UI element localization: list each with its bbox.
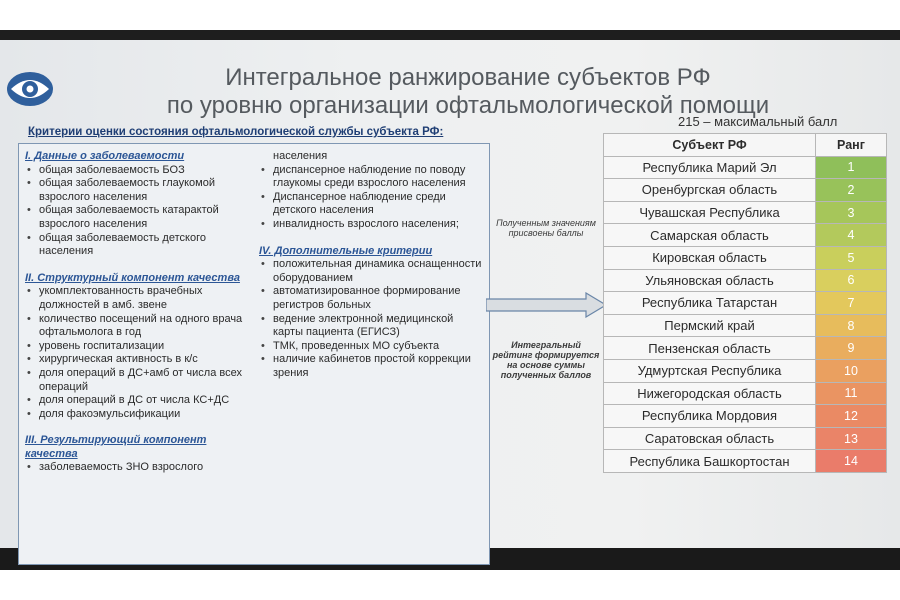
subject-name-cell: Самарская область	[604, 224, 816, 247]
criteria-heading: Критерии оценки состояния офтальмологической службы субъекта РФ:	[28, 126, 444, 138]
continuation-text: населения	[273, 150, 328, 162]
table-row	[604, 427, 887, 450]
list-item: • общая заболеваемость катарактой взрослого населения	[25, 204, 255, 231]
criteria-column-left	[25, 150, 255, 475]
table-row	[604, 201, 887, 224]
section-title-resulting: III. Результирующий компонент качества	[25, 434, 207, 460]
subject-name-cell: Ульяновская область	[604, 269, 816, 292]
rank-cell: 9	[816, 337, 887, 360]
section-list-continuation	[259, 164, 483, 232]
rank-cell: 5	[816, 246, 887, 269]
rank-cell: 12	[816, 405, 887, 428]
table-row	[604, 382, 887, 405]
rank-cell: 3	[816, 201, 887, 224]
subject-name-cell: Кировская область	[604, 246, 816, 269]
list-item: • положительная динамика оснащенности оборудованием	[259, 258, 483, 285]
table-row	[604, 246, 887, 269]
arrow-note-top: Полученным значениям присвоены баллы	[496, 218, 596, 238]
subject-name-cell: Чувашская Республика	[604, 201, 816, 224]
presentation-slide	[0, 40, 900, 548]
table-row	[604, 359, 887, 382]
table-row	[604, 156, 887, 179]
section-list-morbidity	[25, 164, 255, 259]
rank-cell: 4	[816, 224, 887, 247]
table-row	[604, 337, 887, 360]
slide-title	[118, 64, 818, 120]
table-row	[604, 224, 887, 247]
rank-cell: 14	[816, 450, 887, 473]
list-item: • ТМК, проведенных МО субъекта	[259, 340, 483, 354]
column-header-rank: Ранг	[816, 134, 887, 157]
rank-cell: 11	[816, 382, 887, 405]
photo-top-margin	[0, 0, 900, 30]
rank-cell: 2	[816, 179, 887, 202]
section-title-additional: IV. Дополнительные критерии	[259, 244, 433, 257]
list-item: • инвалидность взрослого населения;	[259, 218, 483, 232]
ranking-table	[603, 133, 887, 473]
rank-cell: 8	[816, 314, 887, 337]
list-item: • Диспансерное наблюдение среди детского населения	[259, 191, 483, 218]
list-item: • автоматизированное формирование регистров больных	[259, 285, 483, 312]
subject-name-cell: Саратовская область	[604, 427, 816, 450]
ranking-header-row	[604, 134, 887, 157]
list-item: • заболеваемость ЗНО взрослого	[25, 461, 255, 475]
list-item: • уровень госпитализации	[25, 340, 255, 354]
subject-name-cell: Пензенская область	[604, 337, 816, 360]
process-arrow-group	[486, 216, 608, 426]
right-arrow-icon	[486, 292, 608, 318]
list-item: • диспансерное наблюдение по поводу глаукомы среди взрослого населения	[259, 164, 483, 191]
column-header-subject: Субъект РФ	[604, 134, 816, 157]
section-title-structural: II. Структурный компонент качества	[25, 271, 240, 284]
max-score-note: 215 – максимальный балл	[678, 114, 838, 129]
section-list-additional	[259, 258, 483, 380]
table-row	[604, 292, 887, 315]
list-item: • хирургическая активность в к/с	[25, 353, 255, 367]
list-item: • количество посещений на одного врача офтальмолога в год	[25, 313, 255, 340]
rank-cell: 13	[816, 427, 887, 450]
table-row	[604, 405, 887, 428]
list-item: • доля операций в ДС от числа КС+ДС	[25, 394, 255, 408]
list-item: • наличие кабинетов простой коррекции зрения	[259, 353, 483, 380]
section-list-resulting	[25, 461, 255, 475]
rank-cell: 6	[816, 269, 887, 292]
table-row	[604, 269, 887, 292]
arrow-note-bottom: Интегральный рейтинг формируется на основе суммы полученных баллов	[492, 340, 600, 380]
list-item: • общая заболеваемость детского населения	[25, 232, 255, 259]
list-item: • ведение электронной медицинской карты пациента (ЕГИСЗ)	[259, 313, 483, 340]
rank-cell: 7	[816, 292, 887, 315]
eye-logo-icon	[6, 68, 54, 110]
subject-name-cell: Республика Башкортостан	[604, 450, 816, 473]
subject-name-cell: Республика Мордовия	[604, 405, 816, 428]
list-item: • доля факоэмульсификации	[25, 408, 255, 422]
section-title-morbidity: I. Данные о заболеваемости	[25, 150, 185, 162]
list-item: • доля операций в ДС+амб от числа всех операций	[25, 367, 255, 394]
subject-name-cell: Нижегородская область	[604, 382, 816, 405]
section-list-structural	[25, 285, 255, 421]
criteria-column-right	[259, 150, 483, 381]
subject-name-cell: Пермский край	[604, 314, 816, 337]
subject-name-cell: Республика Татарстан	[604, 292, 816, 315]
list-item: • укомплектованность врачебных должностей в амб. звене	[25, 285, 255, 312]
table-row	[604, 314, 887, 337]
list-item: • общая заболеваемость глаукомой взрослого населения	[25, 177, 255, 204]
subject-name-cell: Республика Марий Эл	[604, 156, 816, 179]
list-item: • общая заболеваемость БОЗ	[25, 164, 255, 178]
ranking-body	[604, 156, 887, 472]
subject-name-cell: Оренбургская область	[604, 179, 816, 202]
screen-bezel-top	[0, 30, 900, 40]
table-row	[604, 450, 887, 473]
slide-title-line2: по уровню организации офтальмологической помощи	[166, 92, 770, 119]
slide-title-line1: Интегральное ранжирование субъектов РФ	[225, 64, 711, 91]
table-row	[604, 179, 887, 202]
rank-cell: 10	[816, 359, 887, 382]
rank-cell: 1	[816, 156, 887, 179]
subject-name-cell: Удмуртская Республика	[604, 359, 816, 382]
criteria-box	[18, 143, 490, 565]
